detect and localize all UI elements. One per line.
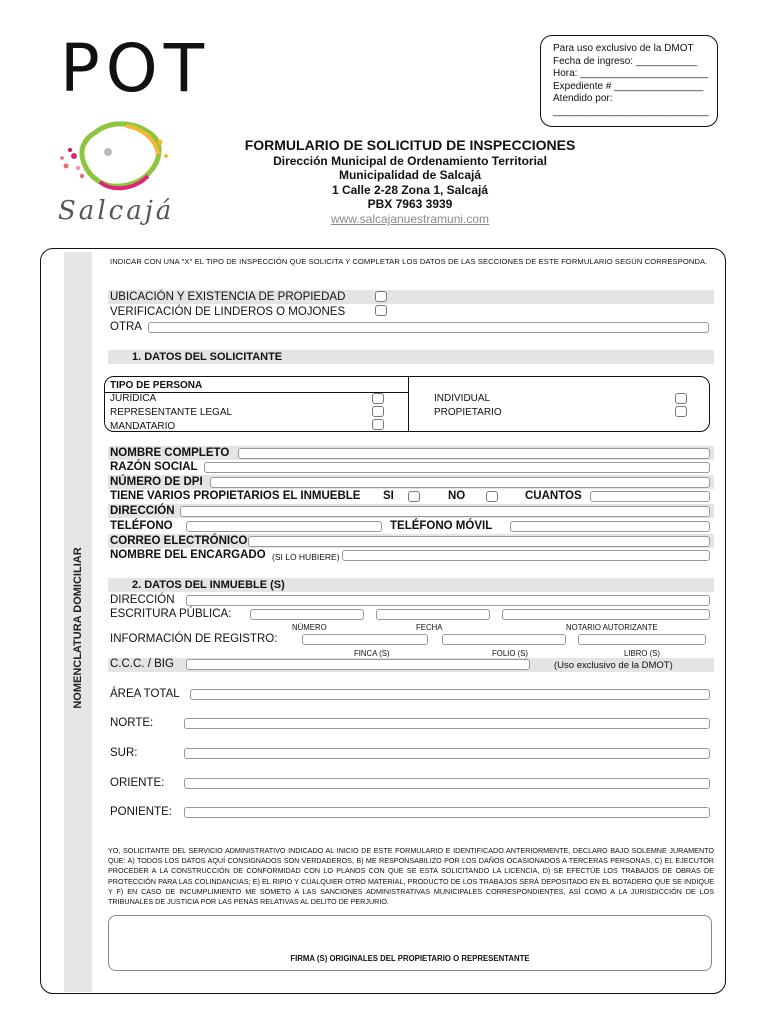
tipo-persona-label: TIPO DE PERSONA [110, 380, 203, 391]
header-line: PBX 7963 3939 [367, 197, 453, 211]
ccc-field[interactable] [186, 659, 530, 670]
libro-caption: LIBRO (S) [624, 649, 660, 658]
declaration-text: YO, SOLICITANTE DEL SERVICIO ADMINISTRATIVO INDICADO AL INICIO DE ESTE FORMULARIO E IDENTIFICADO ANTERIORMENTE, DECLARO BAJO SOLEMNE JURAMENTO QUE: A) TODOS LOS DATOS AQUÍ CONSIGNADOS SON VERDADEROS, B) ME RESPONSABILIZO POR LOS DAÑOS OCASIONADOS A TERCERAS PERSONAS, C) EL EJECUTOR PROCEDER A LA CONSTRUCCIÓN DE CONFORMIDAD CON LO PLANOS CON QUE SE ESTA SOLICITANDO LA LICENCIA, D) SE EFECTÚE LOS TRABAJOS DE OBRAS DE PROTECCIÓN PARA LAS COLINDANCIAS; E) EL RIPIO Y CUALQUIER OTRO MATERIAL, PRODUCTO DE LOS TRABAJOS SERÁ DEPOSITADO EN EL BOTADERO QUE SE INDIQUE Y F) EN CASO DE INCUMPLIMIENTO ME SOMETO A LAS SANCIONES ADMINISTRATIVAS MUNICIPALES CORRESPONDIENTES, ASÍ COMO A LA JURISDICCIÓN DE LOS TRIBUNALES DE JUSTICIA POR LAS PENAS RELATIVAS AL DELITO DE PERJURIO. [108, 846, 714, 907]
inmueble-direccion-field[interactable] [186, 595, 710, 606]
razon-label: RAZÓN SOCIAL [110, 461, 198, 473]
header-line: Dirección Municipal de Ordenamiento Territorial [273, 154, 547, 168]
logo-script: Salcajá [58, 196, 175, 226]
logo-map-icon [56, 112, 176, 202]
escritura-notario-field[interactable] [502, 609, 710, 620]
cuantos-label: CUANTOS [525, 490, 582, 502]
section1-title: 1. DATOS DEL SOLICITANTE [132, 351, 283, 363]
individual-label: INDIVIDUAL [434, 393, 491, 404]
movil-label: TELÉFONO MÓVIL [390, 520, 493, 532]
norte-field[interactable] [184, 718, 710, 729]
sur-label: SUR: [110, 747, 138, 759]
propietario-checkbox[interactable] [675, 406, 687, 417]
finca-caption: FINCA (S) [354, 649, 390, 658]
no-checkbox[interactable] [486, 491, 498, 502]
escritura-numero-field[interactable] [250, 609, 364, 620]
oriente-field[interactable] [184, 778, 710, 789]
dpi-field[interactable] [210, 477, 710, 488]
header-line: 1 Calle 2-28 Zona 1, Salcajá [331, 183, 489, 197]
header-line: Municipalidad de Salcajá [338, 168, 482, 182]
telefono-field[interactable] [186, 521, 382, 532]
finca-field[interactable] [302, 634, 428, 645]
poniente-label: PONIENTE: [110, 806, 172, 818]
poniente-field[interactable] [184, 807, 710, 818]
registro-label: INFORMACIÓN DE REGISTRO: [110, 633, 278, 645]
juridica-checkbox[interactable] [372, 393, 384, 404]
section2-title: 2. DATOS DEL INMUEBLE (S) [132, 579, 285, 591]
mandatario-checkbox[interactable] [372, 419, 384, 430]
si-label: SI [383, 490, 394, 502]
dmot-line: Para uso exclusivo de la DMOT [553, 43, 694, 54]
dmot-box [540, 35, 718, 127]
dmot-line: Fecha de ingreso: ___________ [553, 55, 698, 67]
no-label: NO [448, 490, 466, 502]
side-label: NOMENCLATURA DOMICILIAR [72, 547, 84, 709]
encargado-label: NOMBRE DEL ENCARGADO [110, 549, 266, 561]
inmueble-direccion-label: DIRECCIÓN [110, 594, 175, 606]
divider [408, 376, 409, 432]
norte-label: NORTE: [110, 717, 154, 729]
fecha-caption: FECHA [416, 623, 443, 632]
ccc-label: C.C.C. / BIG [110, 658, 174, 670]
opt-ubicacion-checkbox[interactable] [375, 291, 387, 302]
libro-field[interactable] [578, 634, 706, 645]
correo-field[interactable] [248, 536, 710, 547]
dmot-line: ____________________________ [553, 105, 709, 117]
opt-linderos-checkbox[interactable] [375, 305, 387, 316]
website-link[interactable]: www.salcajanuestramuni.com [330, 212, 490, 226]
escritura-label: ESCRITURA PÚBLICA: [110, 608, 232, 620]
opt-otra-label: OTRA [110, 321, 142, 333]
varios-label: TIENE VARIOS PROPIETARIOS EL INMUEBLE [110, 490, 361, 502]
numero-caption: NÚMERO [292, 623, 327, 632]
si-checkbox[interactable] [408, 491, 420, 502]
ccc-note: (Uso exclusivo de la DMOT) [554, 660, 673, 671]
notario-caption: NOTARIO AUTORIZANTE [566, 623, 658, 632]
encargado-note: (SI LO HUBIERE) [272, 552, 340, 562]
representante-checkbox[interactable] [372, 406, 384, 417]
form-title: FORMULARIO DE SOLICITUD DE INSPECCIONES [244, 137, 576, 153]
mandatario-label: MANDATARIO [110, 421, 176, 432]
nombre-label: NOMBRE COMPLETO [110, 447, 230, 459]
juridica-label: JURÍDICA [110, 393, 157, 404]
correo-label: CORREO ELECTRÓNICO [110, 535, 248, 547]
dmot-line: Atendido por: [553, 93, 613, 105]
folio-caption: FOLIO (S) [492, 649, 528, 658]
area-field[interactable] [190, 689, 710, 700]
opt-ubicacion-label: UBICACIÓN Y EXISTENCIA DE PROPIEDAD [110, 291, 346, 303]
propietario-label: PROPIETARIO [434, 407, 502, 418]
telefono-label: TELÉFONO [110, 520, 173, 532]
logo-text: POT [60, 30, 211, 107]
sur-field[interactable] [184, 748, 710, 759]
instructions: INDICAR CON UNA "X" EL TIPO DE INSPECCIÓN QUE SOLICITA Y COMPLETAR LOS DATOS DE LAS SECCIONES DE ESTE FORMULARIO SEGÚN CORRESPONDA. [110, 257, 708, 266]
nombre-field[interactable] [238, 448, 710, 459]
opt-linderos-label: VERIFICACIÓN DE LINDEROS O MOJONES [110, 306, 346, 318]
direccion-field[interactable] [180, 506, 710, 517]
dmot-line: Expediente # ________________ [553, 80, 704, 92]
escritura-fecha-field[interactable] [376, 609, 490, 620]
direccion-label: DIRECCIÓN [110, 505, 175, 517]
dmot-line: Hora: _______________________ [553, 68, 709, 80]
dpi-label: NÚMERO DE DPI [110, 476, 203, 488]
cuantos-field[interactable] [590, 491, 710, 502]
signature-label: FIRMA (S) ORIGINALES DEL PROPIETARIO O REPRESENTANTE [290, 954, 530, 963]
movil-field[interactable] [510, 521, 710, 532]
area-label: ÁREA TOTAL [110, 688, 180, 700]
representante-label: REPRESENTANTE LEGAL [110, 407, 233, 418]
encargado-field[interactable] [342, 550, 710, 561]
oriente-label: ORIENTE: [110, 777, 165, 789]
opt-otra-field[interactable] [148, 322, 709, 333]
razon-field[interactable] [204, 462, 710, 473]
individual-checkbox[interactable] [675, 393, 687, 404]
folio-field[interactable] [442, 634, 566, 645]
